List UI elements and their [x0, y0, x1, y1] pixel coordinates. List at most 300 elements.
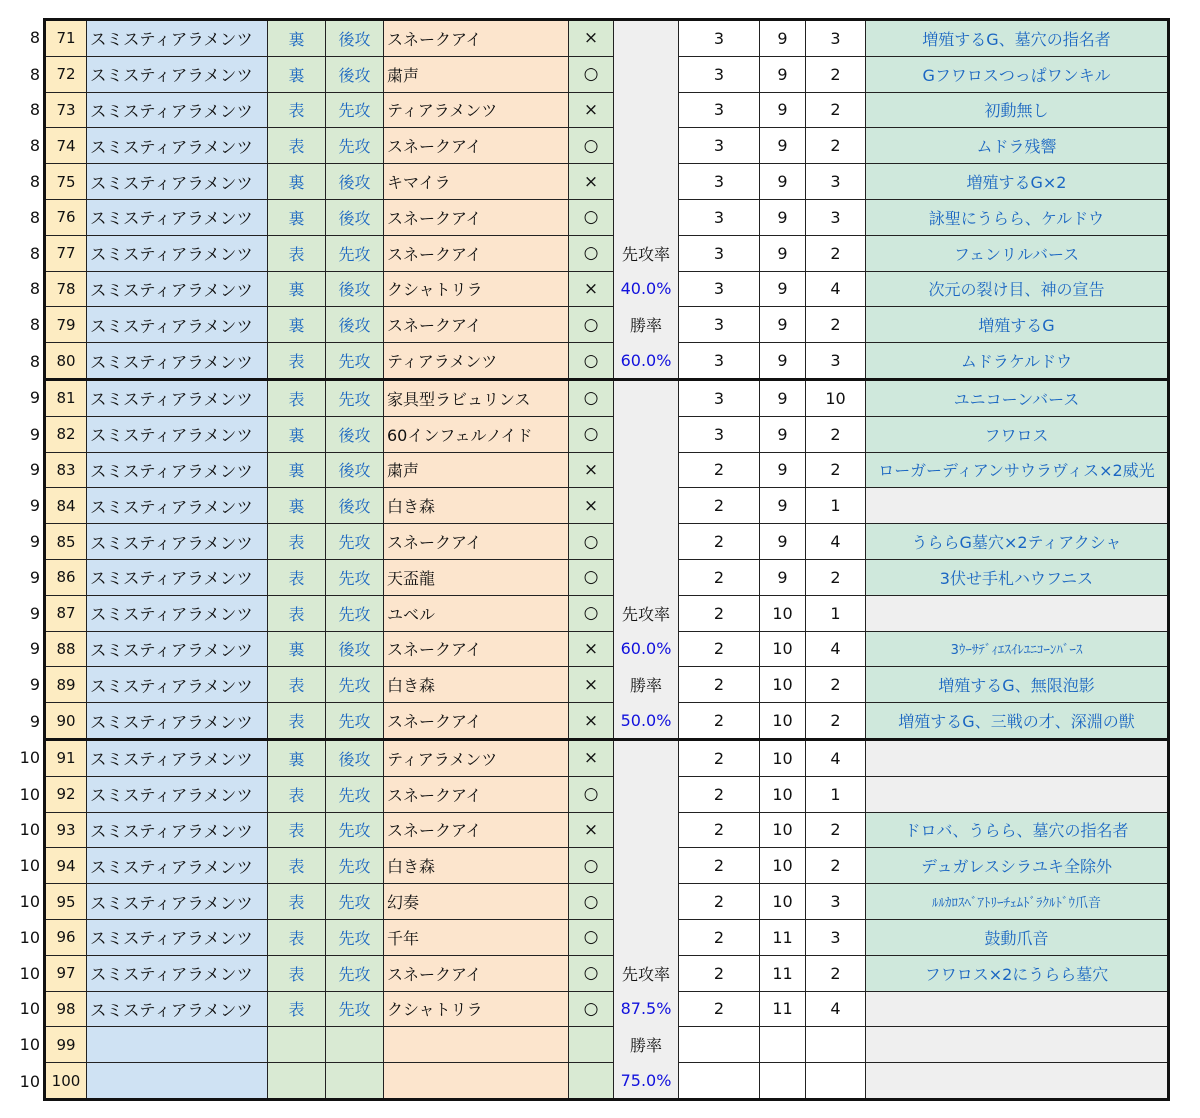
turn-order-cell[interactable]: 先攻	[326, 812, 384, 848]
opponent-deck-cell[interactable]: クシャトリラ	[384, 991, 569, 1027]
stats-cell[interactable]: 60.0%	[614, 631, 679, 667]
table-row[interactable]	[4, 955, 1169, 991]
match-number-cell[interactable]: 77	[45, 235, 87, 271]
turn-order-cell[interactable]: 後攻	[326, 199, 384, 235]
match-number-cell[interactable]: 97	[45, 955, 87, 991]
count-c-cell[interactable]: 2	[806, 559, 866, 595]
coin-toss-cell[interactable]: 裏	[268, 20, 326, 57]
count-b-cell[interactable]: 11	[760, 991, 806, 1027]
turn-order-cell[interactable]: 後攻	[326, 271, 384, 307]
set-number-cell[interactable]: 9	[4, 631, 45, 667]
table-row[interactable]	[4, 488, 1169, 524]
result-cell[interactable]: ×	[569, 271, 614, 307]
turn-order-cell[interactable]: 先攻	[326, 667, 384, 703]
turn-order-cell[interactable]: 先攻	[326, 919, 384, 955]
opponent-deck-cell[interactable]: スネークアイ	[384, 776, 569, 812]
turn-order-cell[interactable]: 後攻	[326, 307, 384, 343]
count-b-cell[interactable]: 9	[760, 379, 806, 416]
count-c-cell[interactable]: 4	[806, 271, 866, 307]
count-b-cell[interactable]: 10	[760, 631, 806, 667]
count-c-cell[interactable]: 2	[806, 56, 866, 92]
stats-cell[interactable]: 勝率	[614, 1027, 679, 1063]
count-a-cell[interactable]: 3	[679, 307, 760, 343]
match-number-cell[interactable]: 92	[45, 776, 87, 812]
count-c-cell[interactable]: 2	[806, 128, 866, 164]
count-c-cell[interactable]: 3	[806, 884, 866, 920]
count-c-cell[interactable]: 2	[806, 452, 866, 488]
count-a-cell[interactable]: 3	[679, 235, 760, 271]
match-number-cell[interactable]: 82	[45, 416, 87, 452]
match-number-cell[interactable]: 85	[45, 524, 87, 560]
count-c-cell[interactable]	[806, 1027, 866, 1063]
note-cell[interactable]: ドロバ、うらら、墓穴の指名者	[866, 812, 1169, 848]
my-deck-cell[interactable]: スミスティアラメンツ	[87, 667, 268, 703]
table-row[interactable]	[4, 991, 1169, 1027]
my-deck-cell[interactable]: スミスティアラメンツ	[87, 199, 268, 235]
note-cell[interactable]	[866, 595, 1169, 631]
note-cell[interactable]: 増殖するG、墓穴の指名者	[866, 20, 1169, 57]
note-cell[interactable]: 3伏せ手札ハウフニス	[866, 559, 1169, 595]
count-b-cell[interactable]: 10	[760, 667, 806, 703]
count-b-cell[interactable]: 9	[760, 271, 806, 307]
opponent-deck-cell[interactable]: スネークアイ	[384, 631, 569, 667]
coin-toss-cell[interactable]	[268, 1027, 326, 1063]
coin-toss-cell[interactable]: 表	[268, 991, 326, 1027]
my-deck-cell[interactable]: スミスティアラメンツ	[87, 524, 268, 560]
opponent-deck-cell[interactable]: スネークアイ	[384, 235, 569, 271]
result-cell[interactable]: ○	[569, 199, 614, 235]
table-row[interactable]	[4, 559, 1169, 595]
opponent-deck-cell[interactable]: スネークアイ	[384, 20, 569, 57]
my-deck-cell[interactable]: スミスティアラメンツ	[87, 848, 268, 884]
stats-cell[interactable]: 勝率	[614, 667, 679, 703]
my-deck-cell[interactable]: スミスティアラメンツ	[87, 128, 268, 164]
match-number-cell[interactable]: 98	[45, 991, 87, 1027]
note-cell[interactable]: ムドラ残響	[866, 128, 1169, 164]
count-c-cell[interactable]: 3	[806, 919, 866, 955]
turn-order-cell[interactable]: 先攻	[326, 92, 384, 128]
count-b-cell[interactable]: 9	[760, 164, 806, 200]
my-deck-cell[interactable]: スミスティアラメンツ	[87, 776, 268, 812]
stats-cell[interactable]	[614, 416, 679, 452]
result-cell[interactable]: ○	[569, 559, 614, 595]
coin-toss-cell[interactable]: 表	[268, 812, 326, 848]
count-c-cell[interactable]: 2	[806, 92, 866, 128]
count-a-cell[interactable]	[679, 1063, 760, 1100]
my-deck-cell[interactable]: スミスティアラメンツ	[87, 271, 268, 307]
my-deck-cell[interactable]: スミスティアラメンツ	[87, 343, 268, 380]
note-cell[interactable]: ユニコーンバース	[866, 379, 1169, 416]
opponent-deck-cell[interactable]: 粛声	[384, 452, 569, 488]
stats-cell[interactable]	[614, 92, 679, 128]
stats-cell[interactable]	[614, 379, 679, 416]
stats-cell[interactable]: 40.0%	[614, 271, 679, 307]
opponent-deck-cell[interactable]: ティアラメンツ	[384, 92, 569, 128]
turn-order-cell[interactable]: 先攻	[326, 848, 384, 884]
set-number-cell[interactable]: 10	[4, 884, 45, 920]
count-b-cell[interactable]: 9	[760, 199, 806, 235]
match-number-cell[interactable]: 78	[45, 271, 87, 307]
set-number-cell[interactable]: 10	[4, 991, 45, 1027]
table-row[interactable]	[4, 199, 1169, 235]
table-row[interactable]	[4, 848, 1169, 884]
result-cell[interactable]: ○	[569, 848, 614, 884]
count-a-cell[interactable]: 3	[679, 199, 760, 235]
note-cell[interactable]: フワロス	[866, 416, 1169, 452]
stats-cell[interactable]	[614, 776, 679, 812]
match-number-cell[interactable]: 74	[45, 128, 87, 164]
match-number-cell[interactable]: 81	[45, 379, 87, 416]
coin-toss-cell[interactable]	[268, 1063, 326, 1100]
note-cell[interactable]: 増殖するG、無限泡影	[866, 667, 1169, 703]
result-cell[interactable]: ×	[569, 739, 614, 776]
turn-order-cell[interactable]: 先攻	[326, 343, 384, 380]
coin-toss-cell[interactable]: 裏	[268, 164, 326, 200]
count-b-cell[interactable]: 10	[760, 703, 806, 740]
turn-order-cell[interactable]: 後攻	[326, 164, 384, 200]
set-number-cell[interactable]: 9	[4, 488, 45, 524]
count-a-cell[interactable]: 2	[679, 955, 760, 991]
stats-cell[interactable]	[614, 199, 679, 235]
coin-toss-cell[interactable]: 表	[268, 667, 326, 703]
opponent-deck-cell[interactable]: スネークアイ	[384, 703, 569, 740]
count-a-cell[interactable]: 2	[679, 812, 760, 848]
opponent-deck-cell[interactable]: クシャトリラ	[384, 271, 569, 307]
count-c-cell[interactable]: 2	[806, 235, 866, 271]
note-cell[interactable]	[866, 1027, 1169, 1063]
count-c-cell[interactable]: 1	[806, 488, 866, 524]
opponent-deck-cell[interactable]: 粛声	[384, 56, 569, 92]
coin-toss-cell[interactable]: 裏	[268, 199, 326, 235]
count-c-cell[interactable]: 2	[806, 848, 866, 884]
count-c-cell[interactable]: 4	[806, 524, 866, 560]
turn-order-cell[interactable]: 後攻	[326, 739, 384, 776]
match-number-cell[interactable]: 86	[45, 559, 87, 595]
count-b-cell[interactable]: 10	[760, 595, 806, 631]
turn-order-cell[interactable]: 後攻	[326, 488, 384, 524]
stats-cell[interactable]: 先攻率	[614, 595, 679, 631]
count-a-cell[interactable]: 3	[679, 128, 760, 164]
count-a-cell[interactable]: 2	[679, 667, 760, 703]
opponent-deck-cell[interactable]: ティアラメンツ	[384, 739, 569, 776]
count-a-cell[interactable]: 2	[679, 884, 760, 920]
note-cell[interactable]: うららG墓穴×2ティアクシャ	[866, 524, 1169, 560]
result-cell[interactable]: ○	[569, 416, 614, 452]
count-b-cell[interactable]	[760, 1063, 806, 1100]
coin-toss-cell[interactable]: 表	[268, 848, 326, 884]
result-cell[interactable]	[569, 1063, 614, 1100]
stats-cell[interactable]	[614, 56, 679, 92]
my-deck-cell[interactable]: スミスティアラメンツ	[87, 416, 268, 452]
my-deck-cell[interactable]: スミスティアラメンツ	[87, 991, 268, 1027]
coin-toss-cell[interactable]: 裏	[268, 416, 326, 452]
opponent-deck-cell[interactable]: 白き森	[384, 667, 569, 703]
my-deck-cell[interactable]: スミスティアラメンツ	[87, 20, 268, 57]
note-cell[interactable]: デュガレスシラユキ全除外	[866, 848, 1169, 884]
count-c-cell[interactable]: 3	[806, 199, 866, 235]
my-deck-cell[interactable]: スミスティアラメンツ	[87, 631, 268, 667]
set-number-cell[interactable]: 10	[4, 1027, 45, 1063]
coin-toss-cell[interactable]: 表	[268, 524, 326, 560]
turn-order-cell[interactable]: 後攻	[326, 416, 384, 452]
count-a-cell[interactable]: 2	[679, 559, 760, 595]
result-cell[interactable]: ○	[569, 307, 614, 343]
count-b-cell[interactable]: 9	[760, 307, 806, 343]
result-cell[interactable]: ○	[569, 128, 614, 164]
table-row[interactable]	[4, 776, 1169, 812]
stats-cell[interactable]: 75.0%	[614, 1063, 679, 1100]
opponent-deck-cell[interactable]: 白き森	[384, 488, 569, 524]
table-row[interactable]	[4, 595, 1169, 631]
stats-cell[interactable]	[614, 812, 679, 848]
my-deck-cell[interactable]: スミスティアラメンツ	[87, 703, 268, 740]
result-cell[interactable]: ×	[569, 452, 614, 488]
coin-toss-cell[interactable]: 表	[268, 703, 326, 740]
set-number-cell[interactable]: 9	[4, 452, 45, 488]
count-a-cell[interactable]: 2	[679, 452, 760, 488]
table-row[interactable]	[4, 812, 1169, 848]
note-cell[interactable]: 鼓動爪音	[866, 919, 1169, 955]
turn-order-cell[interactable]: 先攻	[326, 379, 384, 416]
set-number-cell[interactable]: 10	[4, 848, 45, 884]
count-b-cell[interactable]: 9	[760, 343, 806, 380]
note-cell[interactable]	[866, 776, 1169, 812]
turn-order-cell[interactable]: 先攻	[326, 991, 384, 1027]
my-deck-cell[interactable]: スミスティアラメンツ	[87, 559, 268, 595]
count-a-cell[interactable]	[679, 1027, 760, 1063]
count-b-cell[interactable]: 9	[760, 559, 806, 595]
my-deck-cell[interactable]	[87, 1063, 268, 1100]
match-number-cell[interactable]: 71	[45, 20, 87, 57]
stats-cell[interactable]	[614, 20, 679, 57]
opponent-deck-cell[interactable]: ティアラメンツ	[384, 343, 569, 380]
stats-cell[interactable]: 50.0%	[614, 703, 679, 740]
count-c-cell[interactable]: 2	[806, 416, 866, 452]
match-number-cell[interactable]: 99	[45, 1027, 87, 1063]
count-a-cell[interactable]: 2	[679, 524, 760, 560]
table-row[interactable]	[4, 703, 1169, 740]
note-cell[interactable]: Gフワロスつっぱワンキル	[866, 56, 1169, 92]
coin-toss-cell[interactable]: 表	[268, 595, 326, 631]
turn-order-cell[interactable]: 先攻	[326, 128, 384, 164]
set-number-cell[interactable]: 9	[4, 595, 45, 631]
table-row[interactable]	[4, 164, 1169, 200]
table-row[interactable]	[4, 416, 1169, 452]
turn-order-cell[interactable]: 先攻	[326, 559, 384, 595]
table-row[interactable]	[4, 56, 1169, 92]
count-a-cell[interactable]: 2	[679, 848, 760, 884]
match-number-cell[interactable]: 76	[45, 199, 87, 235]
opponent-deck-cell[interactable]: 白き森	[384, 848, 569, 884]
match-number-cell[interactable]: 95	[45, 884, 87, 920]
match-number-cell[interactable]: 88	[45, 631, 87, 667]
table-row[interactable]	[4, 379, 1169, 416]
opponent-deck-cell[interactable]: ユベル	[384, 595, 569, 631]
result-cell[interactable]: ×	[569, 812, 614, 848]
count-a-cell[interactable]: 3	[679, 164, 760, 200]
note-cell[interactable]: 増殖するG	[866, 307, 1169, 343]
table-row[interactable]	[4, 20, 1169, 57]
opponent-deck-cell[interactable]: 幻奏	[384, 884, 569, 920]
table-row[interactable]	[4, 235, 1169, 271]
coin-toss-cell[interactable]: 裏	[268, 307, 326, 343]
count-a-cell[interactable]: 3	[679, 416, 760, 452]
opponent-deck-cell[interactable]: 天盃龍	[384, 559, 569, 595]
count-a-cell[interactable]: 3	[679, 92, 760, 128]
stats-cell[interactable]	[614, 884, 679, 920]
count-a-cell[interactable]: 2	[679, 488, 760, 524]
table-row[interactable]	[4, 631, 1169, 667]
match-number-cell[interactable]: 100	[45, 1063, 87, 1100]
my-deck-cell[interactable]: スミスティアラメンツ	[87, 164, 268, 200]
table-row[interactable]	[4, 667, 1169, 703]
my-deck-cell[interactable]: スミスティアラメンツ	[87, 919, 268, 955]
table-row[interactable]	[4, 452, 1169, 488]
count-a-cell[interactable]: 2	[679, 991, 760, 1027]
set-number-cell[interactable]: 8	[4, 20, 45, 57]
match-number-cell[interactable]: 79	[45, 307, 87, 343]
count-a-cell[interactable]: 2	[679, 776, 760, 812]
count-b-cell[interactable]: 10	[760, 884, 806, 920]
coin-toss-cell[interactable]: 表	[268, 379, 326, 416]
count-b-cell[interactable]: 9	[760, 524, 806, 560]
note-cell[interactable]	[866, 739, 1169, 776]
match-number-cell[interactable]: 75	[45, 164, 87, 200]
opponent-deck-cell[interactable]: 60インフェルノイド	[384, 416, 569, 452]
count-c-cell[interactable]: 3	[806, 164, 866, 200]
note-cell[interactable]: 増殖するG×2	[866, 164, 1169, 200]
match-number-cell[interactable]: 90	[45, 703, 87, 740]
turn-order-cell[interactable]	[326, 1063, 384, 1100]
count-c-cell[interactable]: 2	[806, 667, 866, 703]
set-number-cell[interactable]: 10	[4, 955, 45, 991]
coin-toss-cell[interactable]: 表	[268, 919, 326, 955]
coin-toss-cell[interactable]: 裏	[268, 452, 326, 488]
result-cell[interactable]: ○	[569, 991, 614, 1027]
opponent-deck-cell[interactable]: 家具型ラビュリンス	[384, 379, 569, 416]
count-b-cell[interactable]: 9	[760, 92, 806, 128]
count-c-cell[interactable]: 2	[806, 307, 866, 343]
stats-cell[interactable]: 60.0%	[614, 343, 679, 380]
opponent-deck-cell[interactable]: キマイラ	[384, 164, 569, 200]
count-b-cell[interactable]: 10	[760, 848, 806, 884]
count-b-cell[interactable]: 9	[760, 20, 806, 57]
table-row[interactable]	[4, 524, 1169, 560]
match-number-cell[interactable]: 91	[45, 739, 87, 776]
stats-cell[interactable]: 勝率	[614, 307, 679, 343]
result-cell[interactable]: ×	[569, 703, 614, 740]
set-number-cell[interactable]: 10	[4, 739, 45, 776]
result-cell[interactable]: ×	[569, 164, 614, 200]
count-a-cell[interactable]: 3	[679, 20, 760, 57]
count-c-cell[interactable]: 1	[806, 776, 866, 812]
result-cell[interactable]: ○	[569, 955, 614, 991]
note-cell[interactable]: 増殖するG、三戦の才、深淵の獣	[866, 703, 1169, 740]
note-cell[interactable]	[866, 991, 1169, 1027]
match-number-cell[interactable]: 94	[45, 848, 87, 884]
note-cell[interactable]: 次元の裂け目、神の宣告	[866, 271, 1169, 307]
table-row[interactable]	[4, 128, 1169, 164]
coin-toss-cell[interactable]: 表	[268, 955, 326, 991]
count-b-cell[interactable]: 9	[760, 416, 806, 452]
result-cell[interactable]: ○	[569, 343, 614, 380]
count-c-cell[interactable]: 2	[806, 703, 866, 740]
stats-cell[interactable]	[614, 559, 679, 595]
count-b-cell[interactable]: 9	[760, 128, 806, 164]
turn-order-cell[interactable]: 後攻	[326, 20, 384, 57]
count-a-cell[interactable]: 2	[679, 703, 760, 740]
match-number-cell[interactable]: 80	[45, 343, 87, 380]
turn-order-cell[interactable]: 先攻	[326, 703, 384, 740]
count-c-cell[interactable]: 3	[806, 20, 866, 57]
count-b-cell[interactable]	[760, 1027, 806, 1063]
result-cell[interactable]: ○	[569, 56, 614, 92]
coin-toss-cell[interactable]: 表	[268, 128, 326, 164]
match-number-cell[interactable]: 73	[45, 92, 87, 128]
set-number-cell[interactable]: 8	[4, 199, 45, 235]
coin-toss-cell[interactable]: 表	[268, 776, 326, 812]
note-cell[interactable]: フェンリルバース	[866, 235, 1169, 271]
set-number-cell[interactable]: 8	[4, 271, 45, 307]
set-number-cell[interactable]: 10	[4, 1063, 45, 1100]
stats-cell[interactable]	[614, 128, 679, 164]
count-a-cell[interactable]: 2	[679, 739, 760, 776]
my-deck-cell[interactable]: スミスティアラメンツ	[87, 955, 268, 991]
set-number-cell[interactable]: 10	[4, 776, 45, 812]
count-b-cell[interactable]: 11	[760, 919, 806, 955]
table-row[interactable]	[4, 1027, 1169, 1063]
stats-cell[interactable]	[614, 848, 679, 884]
count-c-cell[interactable]: 1	[806, 595, 866, 631]
set-number-cell[interactable]: 8	[4, 92, 45, 128]
result-cell[interactable]: ×	[569, 20, 614, 57]
my-deck-cell[interactable]: スミスティアラメンツ	[87, 235, 268, 271]
turn-order-cell[interactable]: 先攻	[326, 776, 384, 812]
set-number-cell[interactable]: 9	[4, 667, 45, 703]
set-number-cell[interactable]: 9	[4, 703, 45, 740]
turn-order-cell[interactable]: 後攻	[326, 452, 384, 488]
my-deck-cell[interactable]: スミスティアラメンツ	[87, 739, 268, 776]
count-b-cell[interactable]: 9	[760, 452, 806, 488]
set-number-cell[interactable]: 9	[4, 524, 45, 560]
match-number-cell[interactable]: 87	[45, 595, 87, 631]
count-a-cell[interactable]: 3	[679, 56, 760, 92]
coin-toss-cell[interactable]: 表	[268, 235, 326, 271]
set-number-cell[interactable]: 8	[4, 164, 45, 200]
turn-order-cell[interactable]: 先攻	[326, 595, 384, 631]
result-cell[interactable]: ×	[569, 92, 614, 128]
count-c-cell[interactable]: 4	[806, 631, 866, 667]
turn-order-cell[interactable]: 先攻	[326, 524, 384, 560]
my-deck-cell[interactable]: スミスティアラメンツ	[87, 92, 268, 128]
count-c-cell[interactable]	[806, 1063, 866, 1100]
my-deck-cell[interactable]	[87, 1027, 268, 1063]
note-cell[interactable]: ムドラケルドウ	[866, 343, 1169, 380]
count-b-cell[interactable]: 9	[760, 56, 806, 92]
count-b-cell[interactable]: 11	[760, 955, 806, 991]
set-number-cell[interactable]: 9	[4, 559, 45, 595]
stats-cell[interactable]: 87.5%	[614, 991, 679, 1027]
table-row[interactable]	[4, 919, 1169, 955]
coin-toss-cell[interactable]: 表	[268, 884, 326, 920]
stats-cell[interactable]	[614, 488, 679, 524]
table-row[interactable]	[4, 343, 1169, 380]
my-deck-cell[interactable]: スミスティアラメンツ	[87, 452, 268, 488]
match-number-cell[interactable]: 84	[45, 488, 87, 524]
note-cell[interactable]: 3ｳｰｻﾃﾞｨｴｽｲﾚﾕﾆｺｰﾝﾊﾞｰｽ	[866, 631, 1169, 667]
my-deck-cell[interactable]: スミスティアラメンツ	[87, 595, 268, 631]
coin-toss-cell[interactable]: 裏	[268, 631, 326, 667]
